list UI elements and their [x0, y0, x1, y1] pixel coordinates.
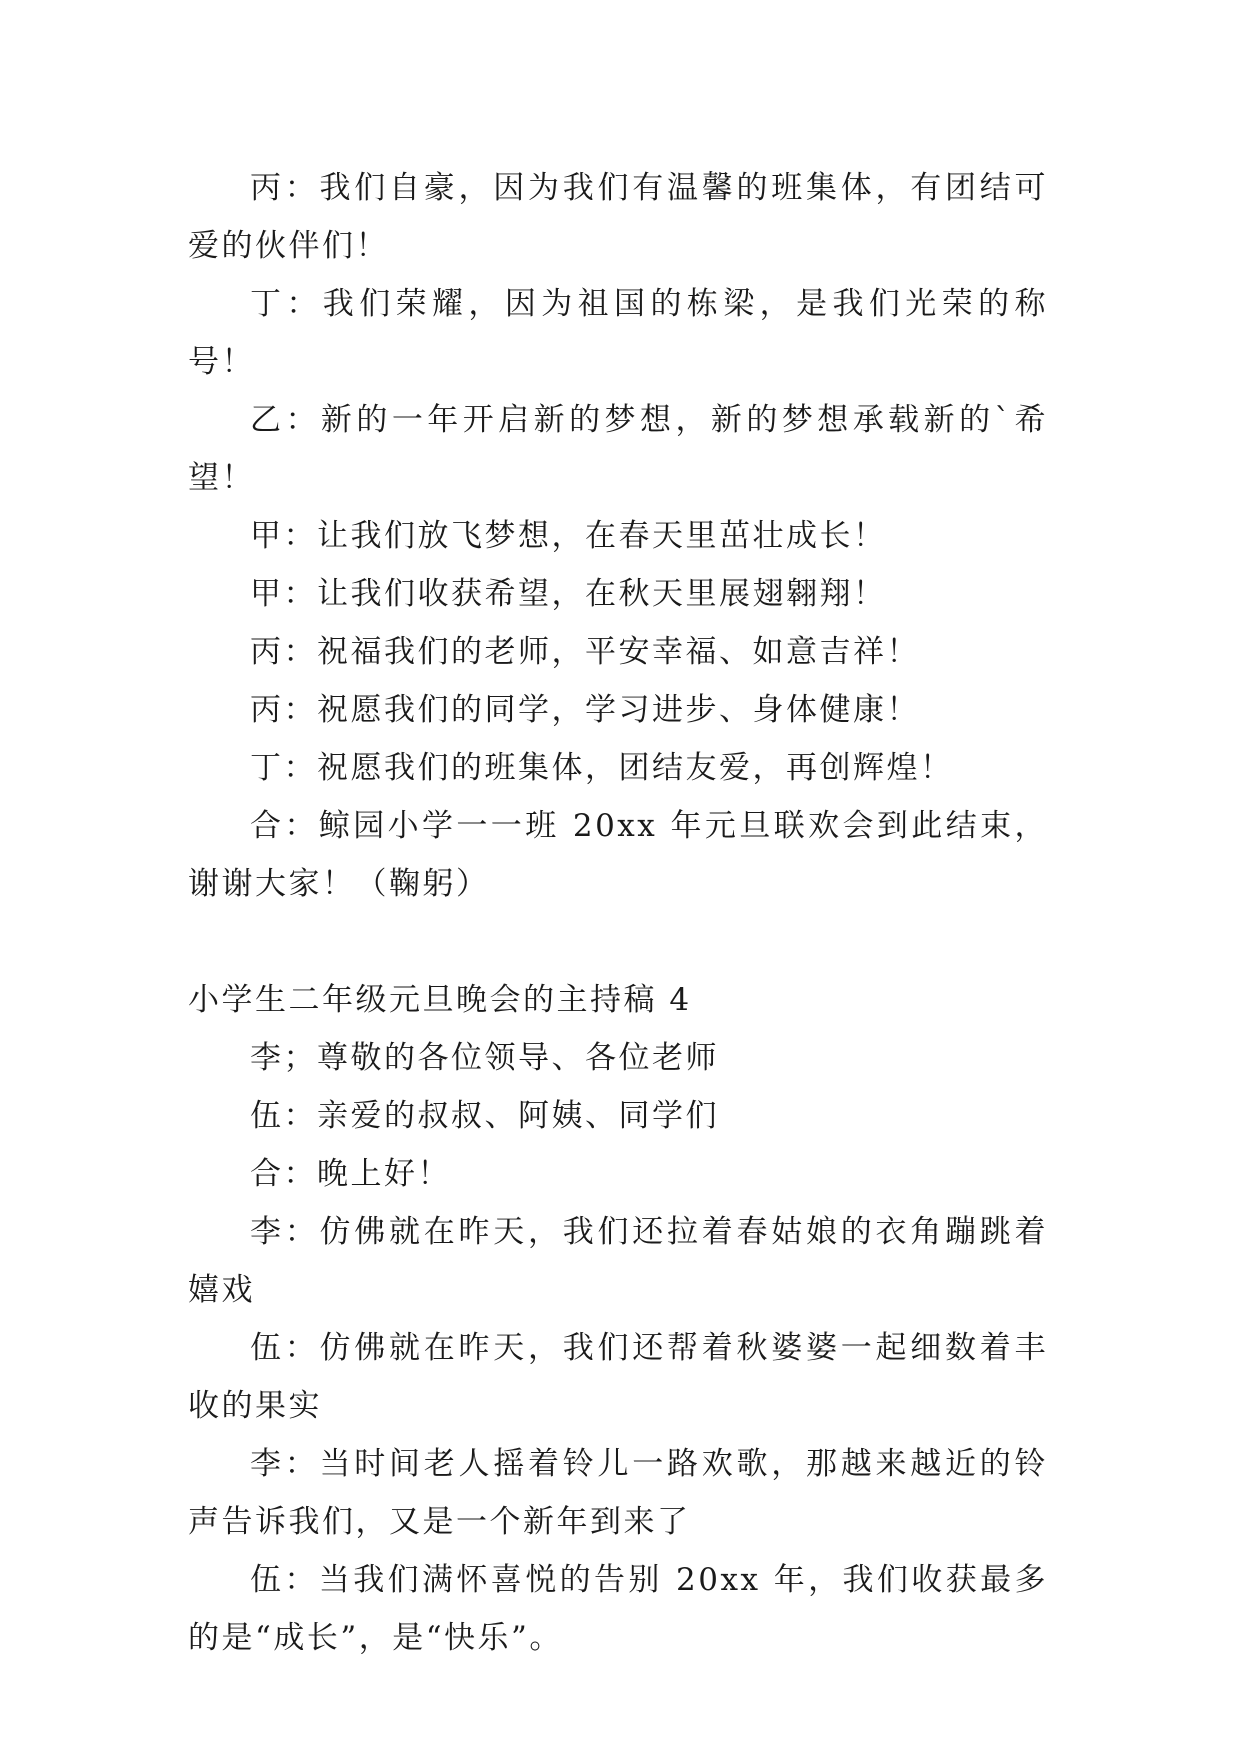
paragraph: 丙：祝愿我们的同学，学习进步、身体健康！: [250, 692, 920, 728]
document-body: [188, 159, 1048, 1667]
paragraph: 甲：让我们放飞梦想，在春天里茁壮成长！: [250, 518, 887, 554]
paragraph: 合：晚上好！: [250, 1156, 451, 1192]
paragraph: 合：鲸园小学一一班 20xx 年元旦联欢会到此结束，谢谢大家！（鞠躬）: [188, 808, 1048, 902]
paragraph: 李；尊敬的各位领导、各位老师: [250, 1040, 719, 1076]
paragraph: 伍：仿佛就在昨天，我们还帮着秋婆婆一起细数着丰收的果实: [188, 1330, 1048, 1424]
paragraph: 李：仿佛就在昨天，我们还拉着春姑娘的衣角蹦跳着嬉戏: [188, 1214, 1048, 1308]
paragraph: 伍：亲爱的叔叔、阿姨、同学们: [250, 1098, 719, 1134]
paragraph: 丁：我们荣耀，因为祖国的栋梁，是我们光荣的称号！: [188, 286, 1048, 380]
paragraph: 李：当时间老人摇着铃儿一路欢歌，那越来越近的铃声告诉我们，又是一个新年到来了: [188, 1446, 1048, 1540]
paragraph: 丁：祝愿我们的班集体，团结友爱，再创辉煌！: [250, 750, 954, 786]
paragraph: 丙：我们自豪，因为我们有温馨的班集体，有团结可爱的伙伴们！: [188, 170, 1048, 264]
paragraph: 丙：祝福我们的老师，平安幸福、如意吉祥！: [250, 634, 920, 670]
blank-line: [188, 913, 1048, 971]
paragraph: 甲：让我们收获希望，在秋天里展翅翱翔！: [250, 576, 887, 612]
paragraph: 乙：新的一年开启新的梦想，新的梦想承载新的`希望！: [188, 402, 1048, 496]
paragraph: 伍：当我们满怀喜悦的告别 20xx 年，我们收获最多的是“成长”，是“快乐”。: [188, 1562, 1048, 1656]
section-heading: 小学生二年级元旦晚会的主持稿 4: [188, 982, 692, 1018]
